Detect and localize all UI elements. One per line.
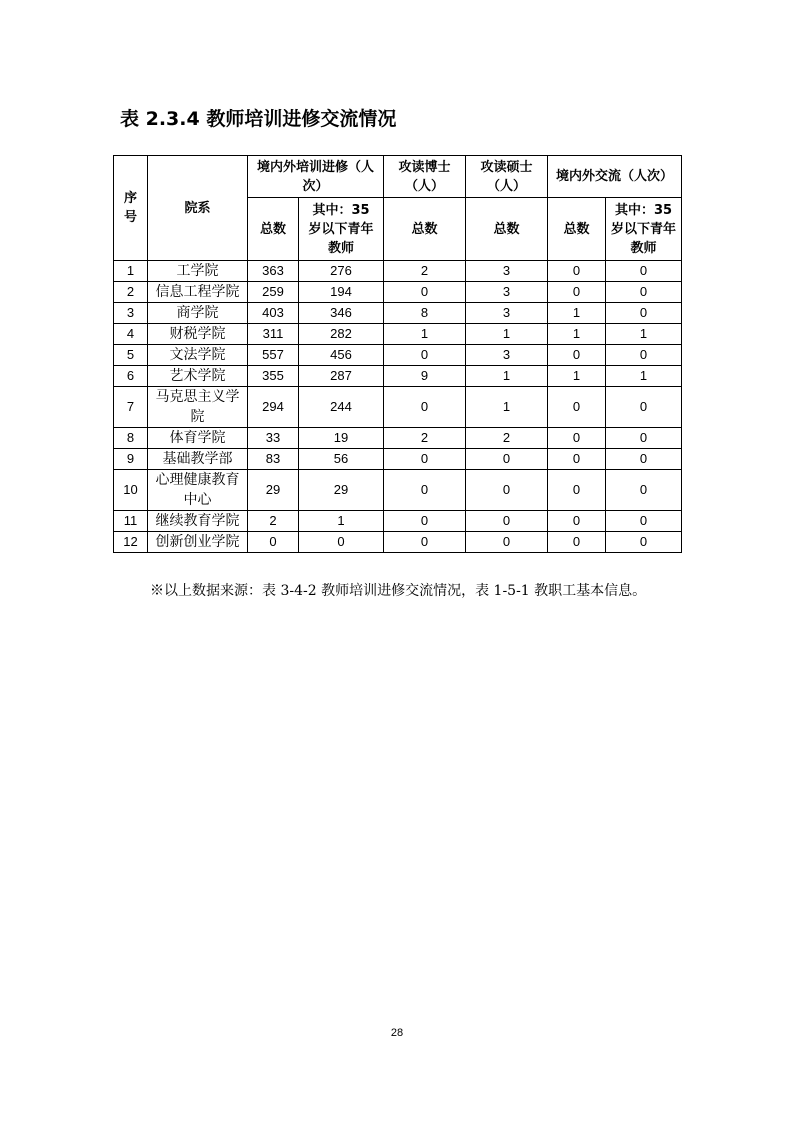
cell-exchange-young: 0 [606, 303, 682, 324]
table-row [114, 428, 682, 449]
cell-no: 10 [114, 470, 148, 511]
cell-training-total: 2 [248, 511, 299, 532]
header-master: 攻读硕士（人） [466, 156, 548, 198]
subheader-exchange-total: 总数 [548, 198, 606, 261]
cell-exchange-total: 0 [548, 428, 606, 449]
cell-dept: 基础教学部 [148, 449, 248, 470]
cell-exchange-total: 0 [548, 449, 606, 470]
cell-exchange-total: 1 [548, 366, 606, 387]
cell-no: 6 [114, 366, 148, 387]
cell-training-young: 19 [299, 428, 384, 449]
cell-phd-total: 0 [384, 282, 466, 303]
cell-exchange-young: 0 [606, 449, 682, 470]
cell-phd-total: 1 [384, 324, 466, 345]
table-row [114, 470, 682, 511]
table-row [114, 387, 682, 428]
subheader-phd-total: 总数 [384, 198, 466, 261]
header-exchange: 境内外交流（人次） [548, 156, 682, 198]
cell-no: 11 [114, 511, 148, 532]
cell-master-total: 3 [466, 303, 548, 324]
table-row [114, 303, 682, 324]
table-header [114, 156, 682, 261]
cell-exchange-total: 0 [548, 261, 606, 282]
cell-dept: 信息工程学院 [148, 282, 248, 303]
cell-no: 4 [114, 324, 148, 345]
cell-training-young: 56 [299, 449, 384, 470]
table-row [114, 261, 682, 282]
cell-no: 12 [114, 532, 148, 553]
cell-no: 8 [114, 428, 148, 449]
cell-master-total: 1 [466, 324, 548, 345]
cell-dept: 体育学院 [148, 428, 248, 449]
training-exchange-table [113, 155, 682, 553]
cell-no: 9 [114, 449, 148, 470]
cell-training-young: 29 [299, 470, 384, 511]
table-title: 表 2.3.4 教师培训进修交流情况 [120, 108, 397, 130]
cell-exchange-total: 1 [548, 324, 606, 345]
cell-phd-total: 2 [384, 261, 466, 282]
cell-training-total: 557 [248, 345, 299, 366]
table-row [114, 282, 682, 303]
cell-master-total: 2 [466, 428, 548, 449]
cell-training-total: 355 [248, 366, 299, 387]
cell-training-total: 29 [248, 470, 299, 511]
cell-no: 1 [114, 261, 148, 282]
cell-training-young: 276 [299, 261, 384, 282]
cell-exchange-young: 0 [606, 261, 682, 282]
cell-exchange-young: 1 [606, 366, 682, 387]
header-training: 境内外培训进修（人次） [248, 156, 384, 198]
cell-dept: 艺术学院 [148, 366, 248, 387]
cell-phd-total: 0 [384, 345, 466, 366]
cell-master-total: 0 [466, 449, 548, 470]
cell-exchange-young: 0 [606, 282, 682, 303]
source-note: ※以上数据来源：表 3-4-2 教师培训进修交流情况，表 1-5-1 教职工基本信息。 [150, 583, 647, 599]
cell-exchange-young: 0 [606, 511, 682, 532]
header-phd: 攻读博士（人） [384, 156, 466, 198]
cell-exchange-total: 1 [548, 303, 606, 324]
table-row [114, 532, 682, 553]
cell-training-young: 244 [299, 387, 384, 428]
cell-training-total: 33 [248, 428, 299, 449]
cell-exchange-young: 0 [606, 428, 682, 449]
cell-phd-total: 0 [384, 449, 466, 470]
cell-no: 5 [114, 345, 148, 366]
cell-dept: 工学院 [148, 261, 248, 282]
cell-phd-total: 0 [384, 470, 466, 511]
cell-no: 2 [114, 282, 148, 303]
cell-training-total: 294 [248, 387, 299, 428]
cell-training-young: 1 [299, 511, 384, 532]
cell-training-young: 346 [299, 303, 384, 324]
cell-dept: 文法学院 [148, 345, 248, 366]
subheader-exchange-young: 其中：35 岁以下青年教师 [606, 198, 682, 261]
cell-master-total: 1 [466, 366, 548, 387]
cell-training-total: 403 [248, 303, 299, 324]
cell-exchange-young: 0 [606, 470, 682, 511]
cell-phd-total: 8 [384, 303, 466, 324]
page-number: 28 [390, 1027, 404, 1039]
table-row [114, 366, 682, 387]
cell-phd-total: 9 [384, 366, 466, 387]
cell-training-young: 456 [299, 345, 384, 366]
cell-exchange-total: 0 [548, 470, 606, 511]
cell-phd-total: 2 [384, 428, 466, 449]
cell-training-total: 363 [248, 261, 299, 282]
cell-training-total: 83 [248, 449, 299, 470]
cell-master-total: 3 [466, 282, 548, 303]
cell-master-total: 0 [466, 470, 548, 511]
cell-master-total: 0 [466, 511, 548, 532]
table-row [114, 449, 682, 470]
cell-phd-total: 0 [384, 532, 466, 553]
cell-exchange-young: 0 [606, 345, 682, 366]
table-body [114, 261, 682, 553]
cell-training-total: 259 [248, 282, 299, 303]
cell-training-young: 194 [299, 282, 384, 303]
cell-training-total: 0 [248, 532, 299, 553]
subheader-training-young: 其中：35 岁以下青年教师 [299, 198, 384, 261]
cell-master-total: 1 [466, 387, 548, 428]
cell-dept: 商学院 [148, 303, 248, 324]
cell-exchange-total: 0 [548, 532, 606, 553]
subheader-master-total: 总数 [466, 198, 548, 261]
header-row-1 [114, 156, 682, 198]
cell-dept: 财税学院 [148, 324, 248, 345]
table-row [114, 324, 682, 345]
cell-no: 3 [114, 303, 148, 324]
cell-dept: 继续教育学院 [148, 511, 248, 532]
cell-training-young: 287 [299, 366, 384, 387]
cell-dept: 创新创业学院 [148, 532, 248, 553]
cell-exchange-total: 0 [548, 387, 606, 428]
subheader-training-total: 总数 [248, 198, 299, 261]
cell-phd-total: 0 [384, 511, 466, 532]
cell-exchange-total: 0 [548, 345, 606, 366]
cell-no: 7 [114, 387, 148, 428]
cell-dept: 心理健康教育中心 [148, 470, 248, 511]
table-row [114, 345, 682, 366]
cell-training-total: 311 [248, 324, 299, 345]
cell-dept: 马克思主义学院 [148, 387, 248, 428]
cell-master-total: 0 [466, 532, 548, 553]
cell-training-young: 282 [299, 324, 384, 345]
cell-training-young: 0 [299, 532, 384, 553]
cell-exchange-total: 0 [548, 511, 606, 532]
cell-exchange-young: 0 [606, 387, 682, 428]
cell-exchange-young: 1 [606, 324, 682, 345]
table-row [114, 511, 682, 532]
cell-exchange-total: 0 [548, 282, 606, 303]
header-dept: 院系 [148, 156, 248, 261]
header-seq: 序号 [114, 156, 148, 261]
cell-exchange-young: 0 [606, 532, 682, 553]
cell-master-total: 3 [466, 345, 548, 366]
cell-phd-total: 0 [384, 387, 466, 428]
cell-master-total: 3 [466, 261, 548, 282]
